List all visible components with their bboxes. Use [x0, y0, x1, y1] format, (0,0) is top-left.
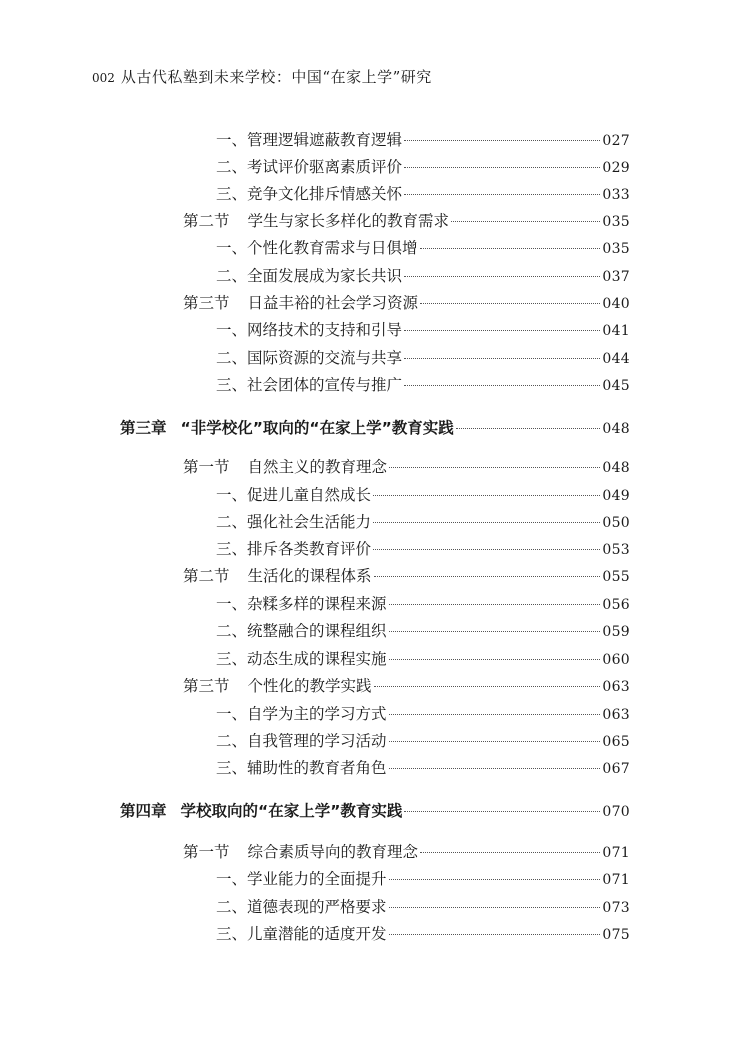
toc-item-row: [216, 867, 630, 891]
toc-entry-label: 二、自我管理的学习活动: [216, 732, 387, 750]
toc-page-number: 056: [602, 597, 630, 613]
toc-entry-label: 一、促进儿童自然成长: [216, 486, 372, 504]
toc-item-row: [216, 619, 630, 643]
toc-page-number: 075: [602, 927, 630, 943]
toc-entry-label: 三、动态生成的课程实施: [216, 650, 387, 668]
toc-section-row: [183, 455, 630, 479]
toc-entry-label: 一、杂糅多样的课程来源: [216, 595, 387, 613]
toc-entry-title: 日益丰裕的社会学习资源: [247, 294, 419, 312]
toc-entry-number: 第二节: [183, 212, 230, 230]
toc-page-number: 037: [602, 269, 630, 285]
leader-dots: [404, 275, 600, 277]
leader-dots: [420, 302, 600, 304]
leader-dots: [374, 685, 601, 687]
toc-entry-number: 第三节: [183, 294, 230, 312]
leader-dots: [420, 851, 600, 853]
toc-item-row: [216, 756, 630, 780]
toc-section-row: [183, 840, 630, 864]
leader-dots: [456, 427, 601, 429]
toc-entry-title: 自然主义的教育理念: [247, 458, 388, 476]
toc-entry-label: [120, 799, 402, 821]
leader-dots: [389, 630, 601, 632]
toc-entry-number: 第一节: [183, 843, 230, 861]
toc-entry-number: 第二节: [183, 567, 230, 585]
toc-section-row: [183, 291, 630, 315]
toc-item-row: [216, 592, 630, 616]
toc-page-number: 063: [602, 707, 630, 723]
toc-entry-title: 学校取向的“在家上学”教育实践: [180, 802, 403, 820]
toc-item-row: [216, 510, 630, 534]
leader-dots: [404, 139, 600, 141]
toc-chapter-row: [120, 799, 630, 823]
toc-page-number: 053: [602, 542, 630, 558]
toc-entry-label: [183, 840, 418, 862]
toc-section-row: [183, 564, 630, 588]
leader-dots: [374, 575, 601, 577]
toc-page-number: 048: [602, 421, 630, 437]
toc-entry-label: 二、全面发展成为家长共识: [216, 267, 403, 285]
leader-dots: [389, 603, 601, 605]
toc-item-row: [216, 128, 630, 152]
toc-item-row: [216, 483, 630, 507]
leader-dots: [389, 933, 601, 935]
toc-item-row: [216, 895, 630, 919]
toc-entry-label: 一、自学为主的学习方式: [216, 705, 387, 723]
toc-entry-number: 第四章: [120, 802, 167, 820]
leader-dots: [389, 713, 601, 715]
toc-entry-label: [120, 416, 454, 438]
toc-item-row: [216, 346, 630, 370]
toc-page-number: 071: [602, 872, 630, 888]
toc-page-number: 063: [602, 679, 630, 695]
leader-dots: [404, 166, 600, 168]
toc-chapter-row: [120, 416, 630, 440]
leader-dots: [389, 906, 601, 908]
toc-page-number: 045: [602, 378, 630, 394]
leader-dots: [389, 740, 601, 742]
toc-page-number: 049: [602, 488, 630, 504]
toc-entry-label: 二、强化社会生活能力: [216, 513, 372, 531]
toc-entry-label: 二、统整融合的课程组织: [216, 622, 387, 640]
toc-entry-label: 三、竞争文化排斥情感关怀: [216, 185, 403, 203]
toc-page-number: 065: [602, 734, 630, 750]
toc-section-row: [183, 674, 630, 698]
toc-page-number: 035: [602, 241, 630, 257]
leader-dots: [451, 220, 600, 222]
toc-entry-label: [183, 209, 449, 231]
leader-dots: [404, 810, 600, 812]
toc-entry-number: 第三章: [120, 419, 167, 437]
toc-page-number: 059: [602, 624, 630, 640]
toc-entry-title: 学生与家长多样化的教育需求: [247, 212, 450, 230]
leader-dots: [420, 247, 601, 249]
toc-section-row: [183, 209, 630, 233]
toc-entry-title: 综合素质导向的教育理念: [247, 843, 419, 861]
toc-entry-label: 三、排斥各类教育评价: [216, 540, 372, 558]
toc-page-number: 040: [602, 296, 630, 312]
leader-dots: [404, 193, 600, 195]
leader-dots: [404, 384, 600, 386]
leader-dots: [389, 878, 601, 880]
toc-entry-label: 二、道德表现的严格要求: [216, 898, 387, 916]
toc-item-row: [216, 729, 630, 753]
toc-entry-label: 一、网络技术的支持和引导: [216, 321, 403, 339]
toc-page-number: 060: [602, 652, 630, 668]
toc-page-number: 035: [602, 214, 630, 230]
toc-item-row: [216, 318, 630, 342]
toc-entry-title: 个性化的教学实践: [247, 677, 372, 695]
toc-page-number: 048: [602, 460, 630, 476]
toc-item-row: [216, 236, 630, 260]
leader-dots: [373, 494, 600, 496]
toc-page-number: 033: [602, 187, 630, 203]
toc-page-number: 067: [602, 761, 630, 777]
toc-item-row: [216, 537, 630, 561]
toc-item-row: [216, 702, 630, 726]
toc-item-row: [216, 155, 630, 179]
toc-entry-label: 二、国际资源的交流与共享: [216, 349, 403, 367]
toc-page-number: 044: [602, 351, 630, 367]
toc-entry-label: 三、辅助性的教育者角色: [216, 759, 387, 777]
toc-entry-number: 第三节: [183, 677, 230, 695]
toc-entry-number: 第一节: [183, 458, 230, 476]
toc-entry-label: 二、考试评价驱离素质评价: [216, 158, 403, 176]
toc-page-number: 050: [602, 515, 630, 531]
toc-item-row: [216, 182, 630, 206]
toc-item-row: [216, 647, 630, 671]
leader-dots: [404, 357, 600, 359]
toc-item-row: [216, 373, 630, 397]
leader-dots: [389, 658, 601, 660]
leader-dots: [389, 767, 601, 769]
toc-entry-title: 生活化的课程体系: [247, 567, 372, 585]
toc-page-number: 055: [602, 569, 630, 585]
toc-page-number: 071: [602, 845, 630, 861]
leader-dots: [373, 521, 600, 523]
toc-page-number: 073: [602, 900, 630, 916]
toc-entry-label: 一、个性化教育需求与日俱增: [216, 239, 418, 257]
toc-entry-label: 一、管理逻辑遮蔽教育逻辑: [216, 131, 403, 149]
header-page-number: 002: [92, 71, 115, 85]
leader-dots: [389, 466, 600, 468]
toc-item-row: [216, 264, 630, 288]
toc-entry-label: [183, 564, 372, 586]
toc-entry-label: [183, 674, 372, 696]
toc-page-number: 041: [602, 323, 630, 339]
toc-entry-label: [183, 455, 387, 477]
leader-dots: [404, 329, 600, 331]
toc-page-number: 029: [602, 160, 630, 176]
leader-dots: [373, 548, 600, 550]
toc-page-number: 027: [602, 133, 630, 149]
toc-page-number: 070: [602, 804, 630, 820]
toc-entry-label: 三、儿童潜能的适度开发: [216, 925, 387, 943]
toc-entry-title: “非学校化”取向的“在家上学”教育实践: [180, 419, 454, 437]
toc-entry-label: [183, 291, 418, 313]
header-book-title: 从古代私塾到未来学校：中国“在家上学”研究: [120, 68, 432, 86]
toc-item-row: [216, 922, 630, 946]
toc-entry-label: 一、学业能力的全面提升: [216, 870, 387, 888]
toc-entry-label: 三、社会团体的宣传与推广: [216, 376, 403, 394]
